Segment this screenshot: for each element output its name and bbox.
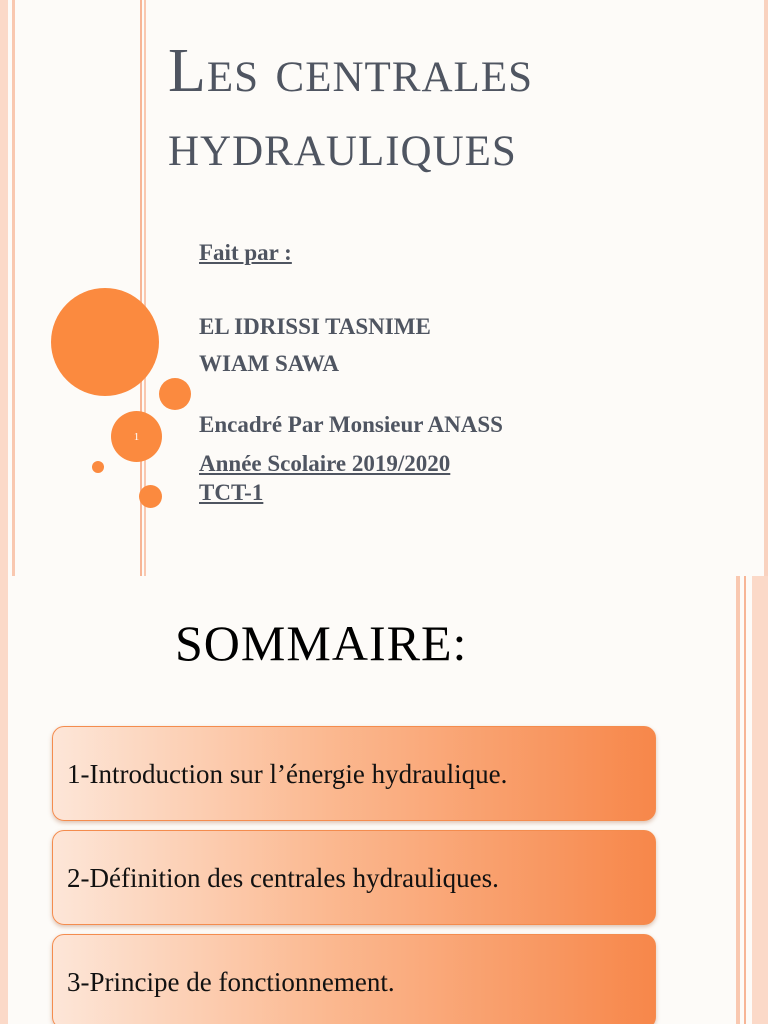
page-number: 1 [133, 430, 140, 443]
right-decorative-stripe [762, 0, 768, 576]
decorative-circle-small-bottom [139, 485, 162, 508]
supervisor: Encadré Par Monsieur ANASS [199, 412, 503, 437]
summary-slide [0, 576, 768, 1024]
decorative-circle-tiny [92, 461, 104, 473]
summary-item-1: 1-Introduction sur l’énergie hydraulique. [52, 726, 656, 821]
decorative-circle-large [51, 288, 159, 396]
left-decorative-stripe [0, 576, 12, 1024]
summary-item-3: 3-Principe de fonctionnement. [52, 934, 656, 1024]
class-name: TCT-1 [199, 480, 264, 505]
summary-title: SOMMAIRE: [175, 615, 468, 671]
decorative-circle-small [159, 378, 191, 410]
school-year: Année Scolaire 2019/2020 [199, 451, 451, 476]
fait-par-label: Fait par : [199, 240, 292, 265]
slide-title: Les centrales hydrauliques [168, 37, 533, 179]
author-1: EL IDRISSI TASNIME [199, 314, 431, 339]
left-decorative-stripes [0, 0, 146, 576]
summary-item-2: 2-Définition des centrales hydrauliques. [52, 830, 656, 925]
right-decorative-stripes [736, 576, 768, 1024]
author-2: WIAM SAWA [199, 351, 339, 376]
